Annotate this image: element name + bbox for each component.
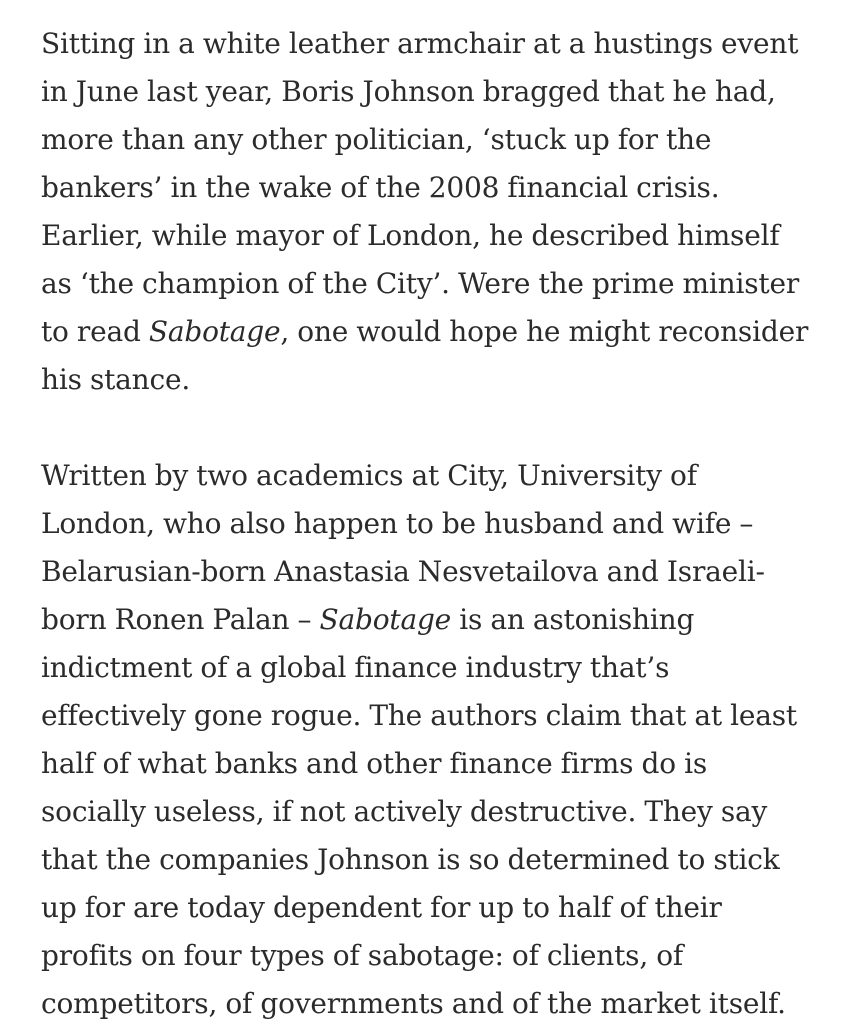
text-line: Belarusian-born Anastasia Nesvetailova and Israeli- [41, 555, 765, 588]
text-line: competitors, of governments and of the market itself. [41, 987, 786, 1020]
text-line: bankers’ in the wake of the 2008 financial crisis. [41, 171, 720, 204]
text-line: Sitting in a white leather armchair at a hustings event [41, 27, 799, 60]
paragraph-2 [41, 452, 831, 1028]
text-line: that the companies Johnson is so determined to stick [41, 843, 780, 876]
book-title: Sabotage [319, 603, 452, 636]
text-line: socially useless, if not actively destructive. They say [41, 795, 768, 828]
text-line: born Ronen Palan – Sabotage is an astonishing [41, 603, 695, 636]
text-line: as ‘the champion of the City’. Were the prime minister [41, 267, 800, 300]
text-line: profits on four types of sabotage: of clients, of [41, 939, 684, 972]
text-line: London, who also happen to be husband and wife – [41, 507, 754, 540]
book-title: Sabotage [148, 315, 281, 348]
text-line: more than any other politician, ‘stuck up for the [41, 123, 712, 156]
text-line: in June last year, Boris Johnson bragged that he had, [41, 75, 776, 108]
text-line: Written by two academics at City, University of [41, 459, 697, 492]
text-line: his stance. [41, 363, 191, 396]
text-line: effectively gone rogue. The authors claim that at least [41, 699, 797, 732]
text-line: half of what banks and other finance firms do is [41, 747, 708, 780]
text-line: indictment of a global finance industry that’s [41, 651, 670, 684]
text-line: up for are today dependent for up to half of their [41, 891, 722, 924]
article-body [41, 20, 831, 1028]
paragraph-1 [41, 20, 831, 404]
text-line: to read Sabotage, one would hope he might reconsider [41, 315, 809, 348]
text-line: Earlier, while mayor of London, he described himself [41, 219, 780, 252]
